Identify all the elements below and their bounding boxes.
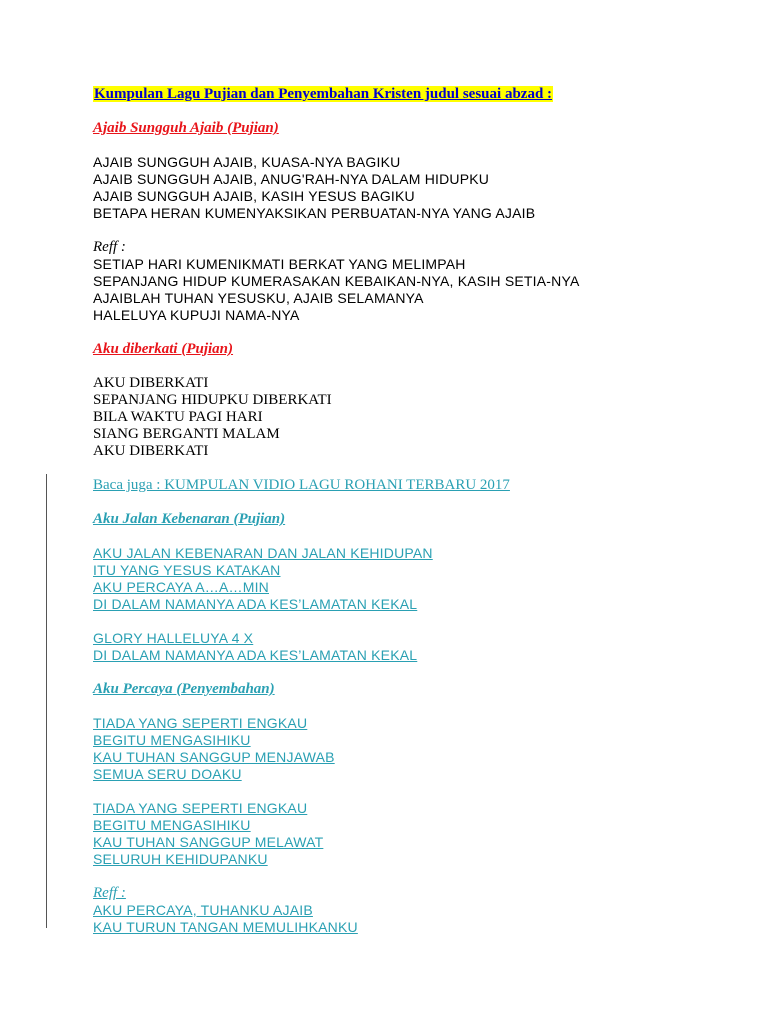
document-page bbox=[93, 86, 733, 936]
lyric-link-line[interactable]: AKU PERCAYA A…A…MIN bbox=[93, 579, 269, 595]
lyric-line: SEPANJANG HIDUP KUMERASAKAN KEBAIKAN-NYA, KASIH SETIA-NYA bbox=[93, 273, 580, 289]
lyric-link-line[interactable]: TIADA YANG SEPERTI ENGKAU bbox=[93, 715, 308, 731]
lyric-line: SEPANJANG HIDUPKU DIBERKATI bbox=[93, 392, 332, 408]
song-ajaib-reff bbox=[93, 256, 733, 324]
lyric-line: AJAIB SUNGGUH AJAIB, KUASA-NYA BAGIKU bbox=[93, 154, 401, 170]
song-ajaib-verse bbox=[93, 154, 733, 222]
lyric-line: AJAIBLAH TUHAN YESUSKU, AJAIB SELAMANYA bbox=[93, 290, 424, 306]
lyric-link-line[interactable]: BEGITU MENGASIHIKU bbox=[93, 817, 251, 833]
lyric-link-line[interactable]: GLORY HALLELUYA 4 X bbox=[93, 630, 254, 646]
lyric-link-line[interactable]: DI DALAM NAMANYA ADA KES’LAMATAN KEKAL bbox=[93, 647, 418, 663]
lyric-line: AKU DIBERKATI bbox=[93, 375, 209, 391]
song-heading-aku-percaya[interactable]: Aku Percaya (Penyembahan) bbox=[93, 681, 275, 697]
lyric-link-line[interactable]: KAU TURUN TANGAN MEMULIHKANKU bbox=[93, 919, 358, 935]
lyric-line: SIANG BERGANTI MALAM bbox=[93, 426, 280, 442]
lyric-link-line[interactable]: KAU TUHAN SANGGUP MELAWAT bbox=[93, 834, 324, 850]
lyric-link-line[interactable]: TIADA YANG SEPERTI ENGKAU bbox=[93, 800, 308, 816]
lyric-link-line[interactable]: AKU PERCAYA, TUHANKU AJAIB bbox=[93, 902, 313, 918]
song-percaya-verse2 bbox=[93, 800, 733, 868]
baca-juga-link[interactable]: Baca juga : KUMPULAN VIDIO LAGU ROHANI TERBARU 2017 bbox=[93, 477, 510, 493]
lyric-link-line[interactable]: SEMUA SERU DOAKU bbox=[93, 766, 242, 782]
lyric-line: AJAIB SUNGGUH AJAIB, KASIH YESUS BAGIKU bbox=[93, 188, 415, 204]
document-title: Kumpulan Lagu Pujian dan Penyembahan Kristen judul sesuai abzad : bbox=[94, 86, 553, 102]
song-heading-jalan-kebenaran[interactable]: Aku Jalan Kebenaran (Pujian) bbox=[93, 511, 286, 527]
song-heading-ajaib: Ajaib Sungguh Ajaib (Pujian) bbox=[93, 120, 279, 136]
lyric-link-line[interactable]: SELURUH KEHIDUPANKU bbox=[93, 851, 268, 867]
lyric-line: BETAPA HERAN KUMENYAKSIKAN PERBUATAN-NYA YANG AJAIB bbox=[93, 205, 536, 221]
song-heading-diberkati: Aku diberkati (Pujian) bbox=[93, 341, 234, 357]
lyric-line: BILA WAKTU PAGI HARI bbox=[93, 409, 263, 425]
lyric-link-line[interactable]: DI DALAM NAMANYA ADA KES’LAMATAN KEKAL bbox=[93, 596, 418, 612]
song-diberkati-verse bbox=[93, 375, 733, 460]
lyric-link-line[interactable]: AKU JALAN KEBENARAN DAN JALAN KEHIDUPAN bbox=[93, 545, 433, 561]
lyric-line: AJAIB SUNGGUH AJAIB, ANUG'RAH-NYA DALAM HIDUPKU bbox=[93, 171, 490, 187]
lyric-link-line[interactable]: ITU YANG YESUS KATAKAN bbox=[93, 562, 281, 578]
song-jalan-verse bbox=[93, 545, 733, 613]
song-percaya-reff bbox=[93, 902, 733, 936]
margin-bar bbox=[46, 474, 47, 928]
lyric-line: SETIAP HARI KUMENIKMATI BERKAT YANG MELIMPAH bbox=[93, 256, 466, 272]
reff-label: Reff : bbox=[93, 239, 126, 255]
song-jalan-chorus bbox=[93, 630, 733, 664]
reff-label[interactable]: Reff : bbox=[93, 885, 126, 901]
lyric-link-line[interactable]: KAU TUHAN SANGGUP MENJAWAB bbox=[93, 749, 335, 765]
lyric-line: AKU DIBERKATI bbox=[93, 443, 209, 459]
lyric-line: HALELUYA KUPUJI NAMA-NYA bbox=[93, 307, 300, 323]
song-percaya-verse1 bbox=[93, 715, 733, 783]
lyric-link-line[interactable]: BEGITU MENGASIHIKU bbox=[93, 732, 251, 748]
